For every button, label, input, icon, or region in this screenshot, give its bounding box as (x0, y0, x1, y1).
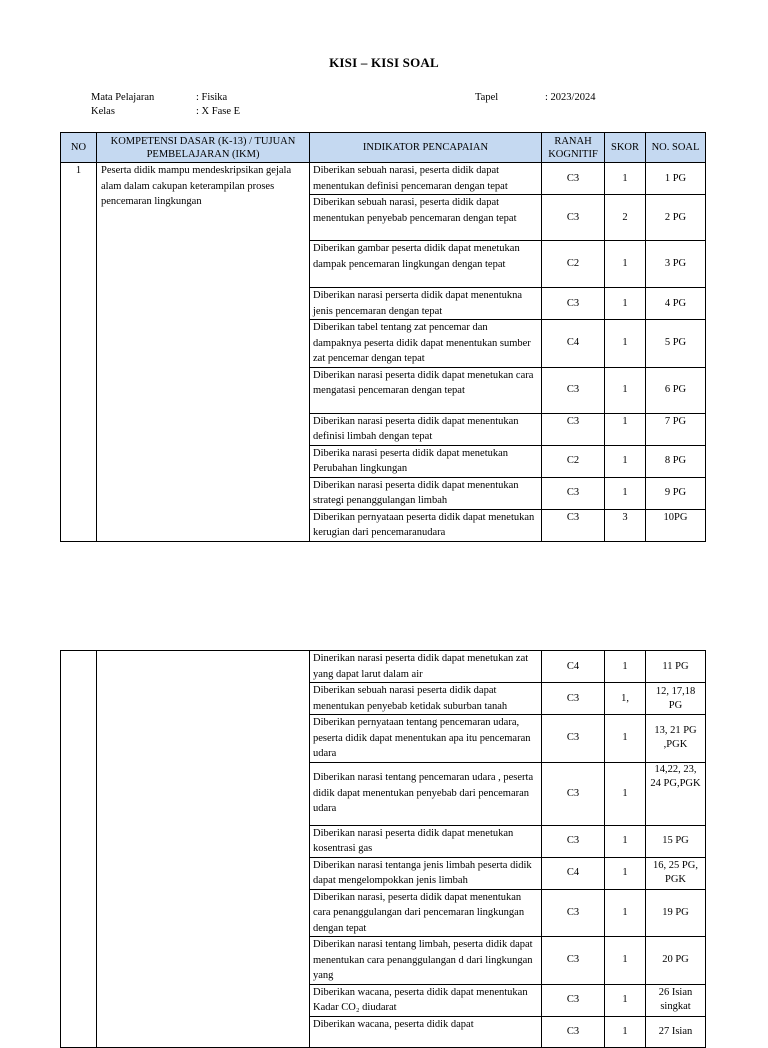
indikator-cell: Diberikan narasi tentang limbah, peserta didik dapat menentukan cara penanggulangan d dari lingkungan yang (310, 937, 542, 985)
ranah-cell: C3 (542, 762, 605, 825)
header-kompetensi: KOMPETENSI DASAR (K-13) / TUJUAN PEMBELAJARAN (IKM) (97, 133, 310, 163)
row-number: 1 (61, 163, 97, 542)
kisi-table-page2 (60, 650, 706, 1048)
indikator-cell: Diberikan narasi peserta didik dapat menetukan cara mengatasi pencemaran dengan tepat (310, 367, 542, 413)
nosoal-cell: 4 PG (646, 288, 706, 320)
nosoal-cell: 26 Isian singkat (646, 984, 706, 1016)
ranah-cell: C3 (542, 937, 605, 985)
ranah-cell: C3 (542, 984, 605, 1016)
kompetensi-text: Peserta didik mampu mendeskripsikan gejala alam dalam cakupan keterampilan proses pencemaran lingkungan (97, 163, 310, 542)
skor-cell: 1 (605, 984, 646, 1016)
nosoal-cell: 13, 21 PG ,PGK (646, 715, 706, 763)
skor-cell: 1 (605, 445, 646, 477)
indikator-cell: Diberikan narasi peserta didik dapat menentukan definisi limbah dengan tepat (310, 413, 542, 445)
ranah-cell: C3 (542, 413, 605, 445)
skor-cell: 1 (605, 413, 646, 445)
ranah-cell: C3 (542, 288, 605, 320)
ranah-cell: C3 (542, 509, 605, 541)
skor-cell: 1 (605, 715, 646, 763)
indikator-cell: Diberikan narasi perserta didik dapat menentukna jenis pencemaran dengan tepat (310, 288, 542, 320)
ranah-cell: C3 (542, 889, 605, 937)
nosoal-cell: 14,22, 23, 24 PG,PGK (646, 762, 706, 825)
nosoal-cell: 2 PG (646, 195, 706, 241)
ranah-cell: C3 (542, 477, 605, 509)
skor-cell: 1 (605, 477, 646, 509)
nosoal-cell: 20 PG (646, 937, 706, 985)
nosoal-cell: 9 PG (646, 477, 706, 509)
skor-cell: 1 (605, 651, 646, 683)
ranah-cell: C2 (542, 445, 605, 477)
ranah-cell: C3 (542, 683, 605, 715)
indikator-cell: Diberikan narasi, peserta didik dapat menentukan cara penanggulangan dari pencemaran lingkungan dengan tepat (310, 889, 542, 937)
skor-cell: 1 (605, 857, 646, 889)
header-ranah: RANAH KOGNITIF (542, 133, 605, 163)
ranah-cell: C3 (542, 825, 605, 857)
skor-cell: 1 (605, 1016, 646, 1047)
skor-cell: 1 (605, 825, 646, 857)
indikator-cell: Diberikan narasi tentang pencemaran udara , peserta didik dapat menentukan penyebab dari pencemaran udara (310, 762, 542, 825)
skor-cell: 1 (605, 241, 646, 288)
kompetensi-empty (97, 651, 310, 1048)
header-skor: SKOR (605, 133, 646, 163)
nosoal-cell: 7 PG (646, 413, 706, 445)
indikator-cell: Diberikan pernyataan tentang pencemaran udara, peserta didik dapat menentukan apa itu pencemaran udara (310, 715, 542, 763)
kelas-label: Kelas (91, 106, 115, 117)
skor-cell: 1 (605, 288, 646, 320)
kelas-value: : X Fase E (196, 106, 241, 117)
nosoal-cell: 3 PG (646, 241, 706, 288)
indikator-cell: Diberikan tabel tentang zat pencemar dan dampaknya peserta didik dapat menentukan sumber zat pencemar dengan tepat (310, 320, 542, 368)
skor-cell: 1 (605, 320, 646, 368)
tapel-label: Tapel (475, 92, 499, 103)
mapel-label: Mata Pelajaran (91, 92, 155, 103)
nosoal-cell: 6 PG (646, 367, 706, 413)
header-nosoal: NO. SOAL (646, 133, 706, 163)
indikator-cell: Diberikan wacana, peserta didik dapat (310, 1016, 542, 1047)
indikator-cell: Diberikan narasi peserta didik dapat menetukan kosentrasi gas (310, 825, 542, 857)
ranah-cell: C3 (542, 163, 605, 195)
row-number-empty (61, 651, 97, 1048)
nosoal-cell: 8 PG (646, 445, 706, 477)
indikator-cell: Diberikan wacana, peserta didik dapat menentukan Kadar CO₂ diudarat (310, 984, 542, 1016)
skor-cell: 1 (605, 762, 646, 825)
indikator-cell: Diberikan pernyataan peserta didik dapat menetukan kerugian dari pencemaranudara (310, 509, 542, 541)
indikator-cell: Diberikan sebuah narasi, peserta didik dapat menentukan penyebab pencemaran dengan tepat (310, 195, 542, 241)
indikator-cell: Diberikan narasi tentanga jenis limbah peserta didik dapat mengelompokkan jenis limbah (310, 857, 542, 889)
header-indikator: INDIKATOR PENCAPAIAN (310, 133, 542, 163)
mapel-value: : Fisika (196, 92, 228, 103)
ranah-cell: C4 (542, 320, 605, 368)
table-row (61, 651, 706, 683)
nosoal-cell: 19 PG (646, 889, 706, 937)
header-no: NO (61, 133, 97, 163)
skor-cell: 2 (605, 195, 646, 241)
nosoal-cell: 16, 25 PG, PGK (646, 857, 706, 889)
ranah-cell: C3 (542, 367, 605, 413)
nosoal-cell: 15 PG (646, 825, 706, 857)
skor-cell: 1 (605, 937, 646, 985)
skor-cell: 1 (605, 163, 646, 195)
ranah-cell: C3 (542, 195, 605, 241)
indikator-cell: Dinerikan narasi peserta didik dapat menetukan zat yang dapat larut dalam air (310, 651, 542, 683)
table-header-row (61, 133, 706, 163)
indikator-cell: Diberikan sebuah narasi, peserta didik dapat menentukan definisi pencemaran dengan tepat (310, 163, 542, 195)
ranah-cell: C4 (542, 857, 605, 889)
skor-cell: 1, (605, 683, 646, 715)
skor-cell: 3 (605, 509, 646, 541)
nosoal-cell: 12, 17,18 PG (646, 683, 706, 715)
skor-cell: 1 (605, 889, 646, 937)
table-row (61, 163, 706, 195)
nosoal-cell: 27 Isian (646, 1016, 706, 1047)
indikator-cell: Diberika narasi peserta didik dapat menetukan Perubahan lingkungan (310, 445, 542, 477)
tapel-value: : 2023/2024 (545, 92, 596, 103)
kisi-table-page1 (60, 132, 706, 542)
ranah-cell: C2 (542, 241, 605, 288)
indikator-cell: Diberikan gambar peserta didik dapat menetukan dampak pencemaran lingkungan dengan tepat (310, 241, 542, 288)
ranah-cell: C4 (542, 651, 605, 683)
nosoal-cell: 1 PG (646, 163, 706, 195)
nosoal-cell: 11 PG (646, 651, 706, 683)
indikator-cell: Diberikan sebuah narasi peserta didik dapat menentukan penyebab ketidak suburban tanah (310, 683, 542, 715)
ranah-cell: C3 (542, 1016, 605, 1047)
document-title: KISI – KISI SOAL (329, 55, 439, 70)
skor-cell: 1 (605, 367, 646, 413)
ranah-cell: C3 (542, 715, 605, 763)
nosoal-cell: 5 PG (646, 320, 706, 368)
nosoal-cell: 10PG (646, 509, 706, 541)
indikator-cell: Diberikan narasi peserta didik dapat menentukan strategi penanggulangan limbah (310, 477, 542, 509)
